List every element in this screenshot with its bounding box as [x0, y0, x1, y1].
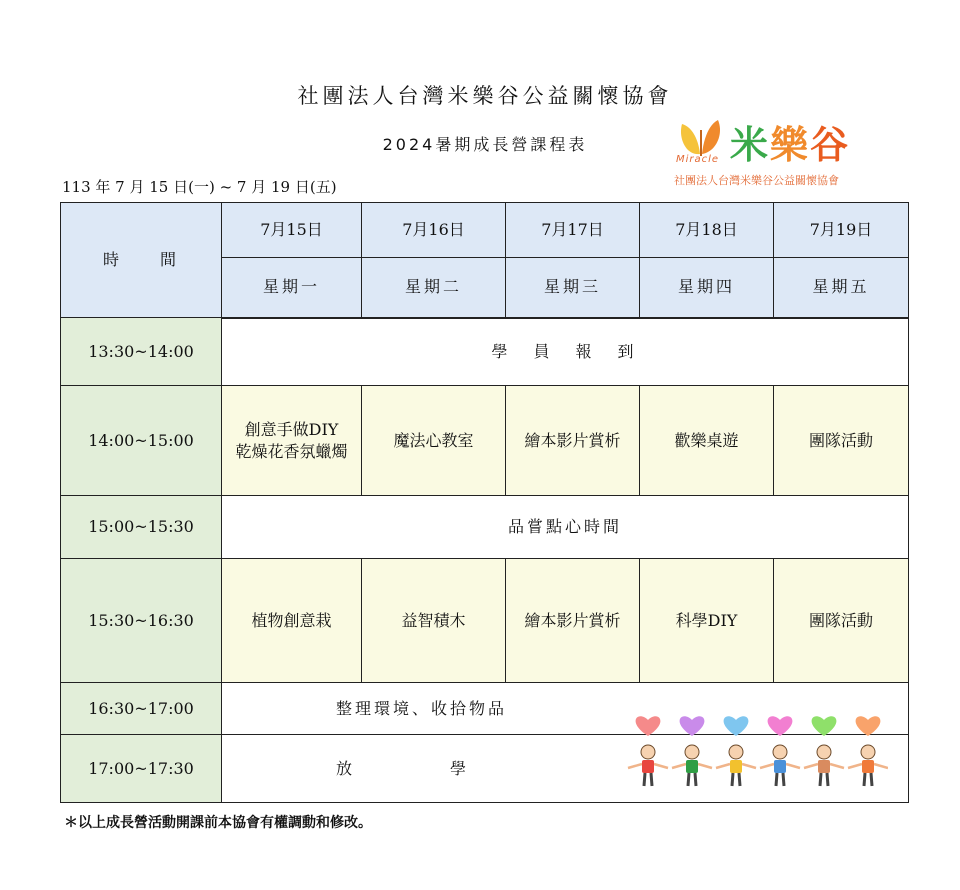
activity-cell: 團隊活動: [774, 559, 909, 683]
date-range: 113 年 7 月 15 日(一) ~ 7 月 19 日(五): [62, 178, 337, 196]
span-activity-cell: 整理環境、收拾物品: [222, 683, 909, 735]
date-header: 7月18日: [640, 203, 774, 258]
weekday-header: 星期一: [222, 258, 362, 318]
time-cell: 15:00~15:30: [61, 496, 222, 559]
weekday-header: 星期四: [640, 258, 774, 318]
span-activity-cell: 品嘗點心時間: [222, 496, 909, 559]
weekday-header: 星期二: [362, 258, 506, 318]
span-activity-cell: 放 學: [222, 735, 909, 803]
logo-brand-char: 谷: [810, 123, 851, 167]
activity-cell: 繪本影片賞析: [506, 386, 640, 496]
heart-icon: [812, 716, 837, 736]
logo-brand: [730, 114, 850, 169]
time-cell: 15:30~16:30: [61, 559, 222, 683]
heart-icon: [768, 716, 793, 736]
time-cell: 17:00~17:30: [61, 735, 222, 803]
logo-brand-char: 樂: [770, 123, 811, 167]
time-cell: 13:30~14:00: [61, 318, 222, 386]
logo-org-name: 社團法人台灣米樂谷公益關懷協會: [674, 174, 839, 187]
table-row: [61, 496, 909, 559]
footnote: ＊以上成長營活動開課前本協會有權調動和修改。: [64, 815, 372, 831]
table-row: [61, 559, 909, 683]
date-header: 7月19日: [774, 203, 909, 258]
activity-cell: 團隊活動: [774, 386, 909, 496]
activity-cell: 益智積木: [362, 559, 506, 683]
date-header: 7月16日: [362, 203, 506, 258]
date-header: 7月17日: [506, 203, 640, 258]
child-figure: [716, 745, 756, 786]
child-figure: [760, 745, 800, 786]
logo-brand-char: 米: [730, 123, 771, 167]
time-cell: 14:00~15:00: [61, 386, 222, 496]
child-figure: [848, 745, 888, 786]
table-row: [61, 318, 909, 386]
child-figure: [672, 745, 712, 786]
span-activity-cell: 學 員 報 到: [222, 318, 909, 386]
time-cell: 16:30~17:00: [61, 683, 222, 735]
heart-icon: [856, 716, 881, 736]
activity-cell: 創意手做DIY 乾燥花香氛蠟燭: [222, 386, 362, 496]
activity-cell: 科學DIY: [640, 559, 774, 683]
heart-icon: [680, 716, 705, 736]
date-header: 7月15日: [222, 203, 362, 258]
kids-hearts-illustration: [626, 712, 888, 790]
logo-miracle-text: Miracle: [676, 154, 720, 165]
table-header-row: [61, 203, 909, 258]
heart-icon: [636, 716, 661, 736]
activity-cell: 歡樂桌遊: [640, 386, 774, 496]
activity-cell: 植物創意栽: [222, 559, 362, 683]
weekday-header: 星期三: [506, 258, 640, 318]
weekday-header: 星期五: [774, 258, 909, 318]
child-figure: [804, 745, 844, 786]
page-title: 社團法人台灣米樂谷公益關懷協會: [297, 84, 673, 108]
heart-icon: [724, 716, 749, 736]
activity-cell: 繪本影片賞析: [506, 559, 640, 683]
page-subtitle: 2024暑期成長營課程表: [382, 135, 588, 154]
child-figure: [628, 745, 668, 786]
activity-cell: 魔法心教室: [362, 386, 506, 496]
logo: [672, 114, 872, 190]
time-header: 時 間: [61, 203, 222, 318]
table-row: [61, 386, 909, 496]
